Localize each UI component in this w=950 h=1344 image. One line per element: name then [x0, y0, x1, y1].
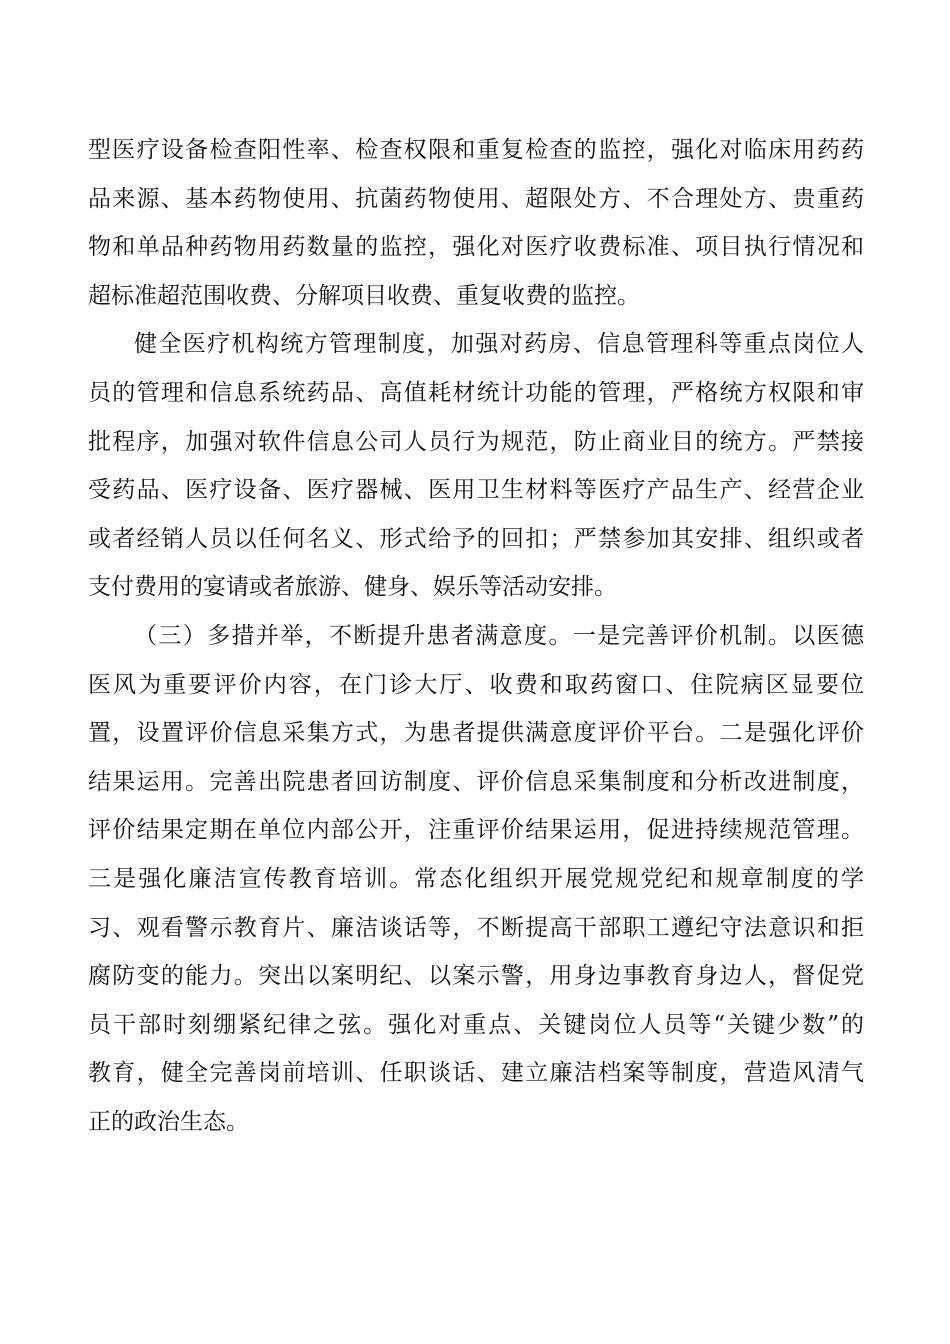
- text-line: 受药品、医疗设备、医疗器械、医用卫生材料等医疗产品生产、经营企业: [88, 477, 864, 504]
- text-line: 置，设置评价信息采集方式，为患者提供满意度评价平台。二是强化评价: [88, 720, 864, 747]
- text-line: 评价结果定期在单位内部公开，注重评价结果运用，促进持续规范管理。: [88, 817, 864, 844]
- text-line: 型医疗设备检查阳性率、检查权限和重复检查的监控，强化对临床用药药: [88, 137, 864, 163]
- paragraph-statistics-management: [88, 320, 864, 612]
- text-line: 员干部时刻绷紧纪律之弦。强化对重点、关键岗位人员等“关键少数”的: [88, 1011, 864, 1038]
- text-line: 超标准超范围收费、分解项目收费、重复收费的监控。: [88, 282, 640, 309]
- text-line: 习、观看警示教育片、廉洁谈话等，不断提高干部职工遵纪守法意识和拒: [88, 914, 864, 941]
- text-line: 健全医疗机构统方管理制度，加强对药房、信息管理科等重点岗位人: [134, 331, 864, 358]
- text-line: 员的管理和信息系统药品、高值耗材统计功能的管理，严格统方权限和审: [88, 379, 864, 406]
- text-line: 物和单品种药物用药数量的监控，强化对医疗收费标准、项目执行情况和: [88, 234, 864, 261]
- text-line: （三）多措并举，不断提升患者满意度。一是完善评价机制。以医德: [134, 622, 864, 649]
- text-line: 结果运用。完善出院患者回访制度、评价信息采集制度和分析改进制度，: [88, 768, 864, 795]
- text-line: 医风为重要评价内容，在门诊大厅、收费和取药窗口、住院病区显要位: [88, 671, 864, 698]
- paragraph-monitoring-continuation: [88, 126, 864, 320]
- text-line: 或者经销人员以任何名义、形式给予的回扣；严禁参加其安排、组织或者: [88, 525, 864, 552]
- text-line: 教育，健全完善岗前培训、任职谈话、建立廉洁档案等制度，营造风清气: [88, 1060, 864, 1087]
- text-line: 支付费用的宴请或者旅游、健身、娱乐等活动安排。: [88, 574, 617, 601]
- text-line: 批程序，加强对软件信息公司人员行为规范，防止商业目的统方。严禁接: [88, 428, 864, 455]
- text-line: 腐防变的能力。突出以案明纪、以案示警，用身边事教育身边人，督促党: [88, 963, 864, 990]
- document-body: [88, 126, 864, 1146]
- paragraph-patient-satisfaction: [88, 612, 864, 1147]
- text-line: 正的政治生态。: [88, 1108, 249, 1135]
- text-line: 品来源、基本药物使用、抗菌药物使用、超限处方、不合理处方、贵重药: [88, 185, 864, 212]
- text-line: 三是强化廉洁宣传教育培训。常态化组织开展党规党纪和规章制度的学: [88, 865, 864, 892]
